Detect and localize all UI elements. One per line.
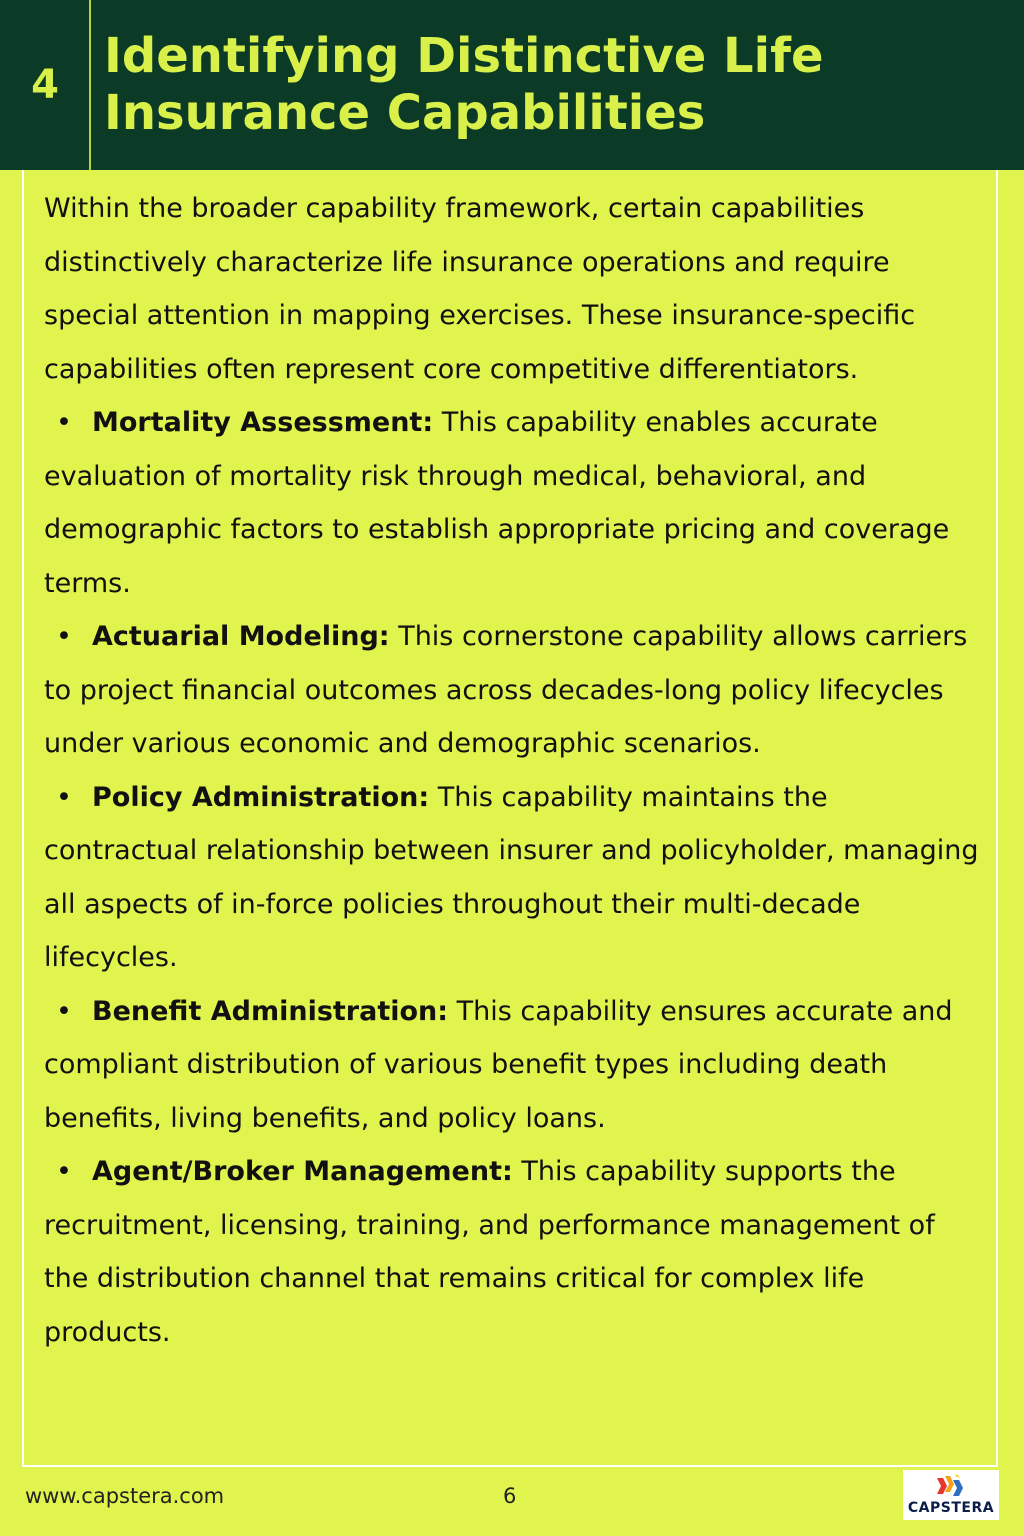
bullet-marker: • bbox=[56, 621, 72, 652]
body-text bbox=[44, 182, 984, 1359]
bullet-text: This capability maintains the contractual relationship between insurer and policyholder, managing all aspects of in-force policies throughout their multi-decade lifecycles. bbox=[44, 781, 979, 973]
bullet-term: Agent/Broker Management: bbox=[92, 1156, 513, 1187]
logo-wordmark: CAPSTERA bbox=[907, 1500, 995, 1516]
bullet-marker: • bbox=[56, 407, 72, 438]
title-line-1: Identifying Distinctive Life bbox=[104, 28, 824, 84]
bullet-item-actuarial-modeling bbox=[44, 610, 984, 771]
bullet-text: This capability ensures accurate and compliant distribution of various benefit types including death benefits, living benefits, and policy loans. bbox=[44, 995, 953, 1134]
capstera-logo bbox=[903, 1470, 999, 1520]
bullet-term: Mortality Assessment: bbox=[92, 407, 434, 438]
bullet-item-policy-administration bbox=[44, 771, 984, 985]
footer-website-link[interactable]: www.capstera.com bbox=[25, 1484, 225, 1508]
bullet-term: Policy Administration: bbox=[92, 781, 430, 813]
bullet-item-agent-broker-management bbox=[44, 1145, 984, 1359]
header-divider bbox=[89, 0, 91, 170]
capstera-logo-icon bbox=[933, 1474, 969, 1500]
bullet-marker: • bbox=[56, 781, 72, 813]
intro-paragraph: Within the broader capability framework, certain capabilities distinctively characterize life insurance operations and require special attention in mapping exercises. These insurance-specific capabilities often represent core competitive differentiators. bbox=[44, 193, 916, 385]
bullet-item-mortality-assessment bbox=[44, 396, 984, 610]
bullet-term: Benefit Administration: bbox=[92, 995, 449, 1027]
bullet-marker: • bbox=[56, 1156, 72, 1187]
bullet-marker: • bbox=[56, 995, 72, 1027]
page-number: 6 bbox=[503, 1484, 517, 1508]
bullet-text: This cornerstone capability allows carriers to project financial outcomes across decades-long policy lifecycles under various economic and demographic scenarios. bbox=[44, 621, 968, 759]
bullet-item-benefit-administration bbox=[44, 985, 984, 1146]
bullet-text: This capability enables accurate evaluation of mortality risk through medical, behavioral, and demographic factors to establish appropriate pricing and coverage terms. bbox=[44, 407, 950, 599]
bullet-term: Actuarial Modeling: bbox=[92, 621, 390, 652]
section-number: 4 bbox=[31, 62, 59, 108]
bullet-text: This capability supports the recruitment, licensing, training, and performance management of the distribution channel that remains critical for complex life products. bbox=[44, 1156, 935, 1348]
page-title bbox=[104, 28, 1004, 142]
title-line-2: Insurance Capabilities bbox=[104, 85, 706, 141]
